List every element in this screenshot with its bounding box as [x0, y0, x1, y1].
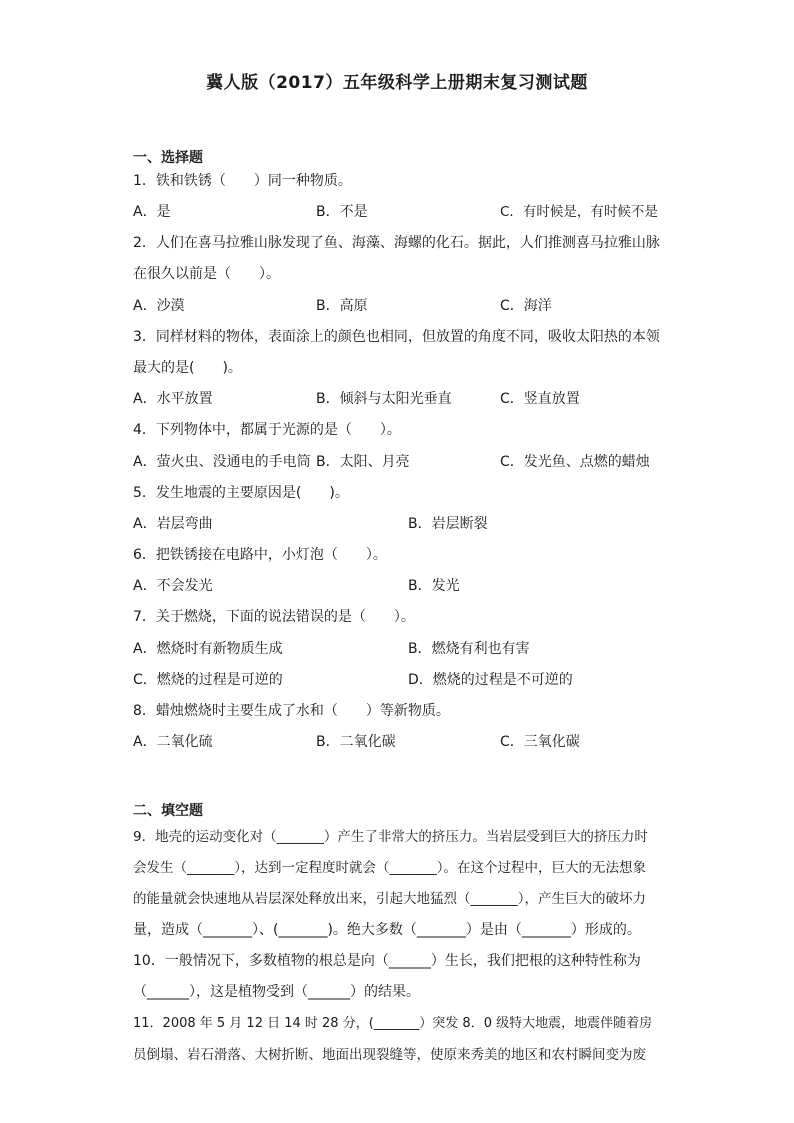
- question-7-option-a: A．燃烧时有新物质生成: [133, 641, 283, 657]
- question-3-stem-line1: 3．同样材料的物体，表面涂上的颜色也相同，但放置的角度不同，吸收太阳热的本领: [133, 329, 660, 345]
- question-1-option-b: B．不是: [316, 204, 368, 220]
- question-3-option-a: A．水平放置: [133, 391, 213, 407]
- question-2-option-b: B．高原: [316, 298, 368, 314]
- question-7-stem: 7．关于燃烧，下面的说法错误的是（ ）。: [133, 609, 415, 625]
- question-2-stem-line2: 在很久以前是（ ）。: [133, 266, 280, 282]
- question-5-option-a: A．岩层弯曲: [133, 516, 213, 532]
- question-6-option-b: B．发光: [408, 578, 460, 594]
- question-11-line1: 11．2008 年 5 月 12 日 14 时 28 分，(_______）突发 8．0 级特大地震，地震伴随着房: [133, 1016, 653, 1031]
- section-heading-fill: 二、填空题: [133, 803, 203, 819]
- question-11-line2: 员倒塌、岩石滑落、大树折断、地面出现裂缝等，使原来秀美的地区和农村瞬间变为废: [133, 1047, 646, 1063]
- question-10-line2: （______），这是植物受到（______）的结果。: [133, 984, 420, 1000]
- question-5-stem: 5．发生地震的主要原因是( )。: [133, 485, 349, 501]
- question-8-stem: 8．蜡烛燃烧时主要生成了水和（ ）等新物质。: [133, 703, 450, 719]
- question-3-option-b: B．倾斜与太阳光垂直: [316, 391, 452, 407]
- question-2-option-c: C．海洋: [500, 298, 552, 314]
- question-9-line2: 会发生（_______），达到一定程度时就会（_______）。在这个过程中，巨大的无法想象: [133, 860, 646, 876]
- question-1-stem: 1．铁和铁锈（ ）同一种物质。: [133, 173, 352, 189]
- question-4-option-c: C．发光鱼、点燃的蜡烛: [500, 454, 650, 470]
- question-8-option-c: C．三氧化碳: [500, 734, 580, 750]
- question-3-option-c: C．竖直放置: [500, 391, 580, 407]
- question-8-option-b: B．二氧化碳: [316, 734, 396, 750]
- question-2-stem-line1: 2．人们在喜马拉雅山脉发现了鱼、海藻、海螺的化石。据此，人们推测喜马拉雅山脉: [133, 235, 660, 251]
- page-title: 冀人版（2017）五年级科学上册期末复习测试题: [206, 73, 588, 93]
- question-3-stem-line2: 最大的是( )。: [133, 360, 242, 376]
- question-5-option-b: B．岩层断裂: [408, 516, 488, 532]
- question-6-option-a: A．不会发光: [133, 578, 213, 594]
- question-9-line4: 量，造成（_______）、(_______)。绝大多数（_______）是由（_______）形成的。: [133, 922, 641, 938]
- question-6-stem: 6．把铁锈接在电路中，小灯泡（ ）。: [133, 547, 387, 563]
- question-7-option-c: C．燃烧的过程是可逆的: [133, 672, 283, 688]
- question-9-line3: 的能量就会快速地从岩层深处释放出来，引起大地猛烈（_______），产生巨大的破坏力: [133, 891, 646, 907]
- question-4-stem: 4．下列物体中，都属于光源的是（ ）。: [133, 422, 401, 438]
- question-1-option-c: C．有时候是，有时候不是: [500, 204, 658, 220]
- section-heading-choice: 一、选择题: [133, 150, 203, 166]
- question-7-option-d: D．燃烧的过程是不可逆的: [408, 672, 573, 688]
- question-1-option-a: A．是: [133, 204, 171, 220]
- question-4-option-b: B．太阳、月亮: [316, 454, 410, 470]
- question-9-line1: 9．地壳的运动变化对（_______）产生了非常大的挤压力。当岩层受到巨大的挤压力时: [133, 829, 648, 845]
- question-10-line1: 10．一般情况下，多数植物的根总是向（______）生长，我们把根的这种特性称为: [133, 953, 641, 969]
- question-2-option-a: A．沙漠: [133, 298, 185, 314]
- question-4-option-a: A．萤火虫、没通电的手电筒: [133, 454, 311, 470]
- question-8-option-a: A．二氧化硫: [133, 734, 213, 750]
- question-7-option-b: B．燃烧有利也有害: [408, 641, 530, 657]
